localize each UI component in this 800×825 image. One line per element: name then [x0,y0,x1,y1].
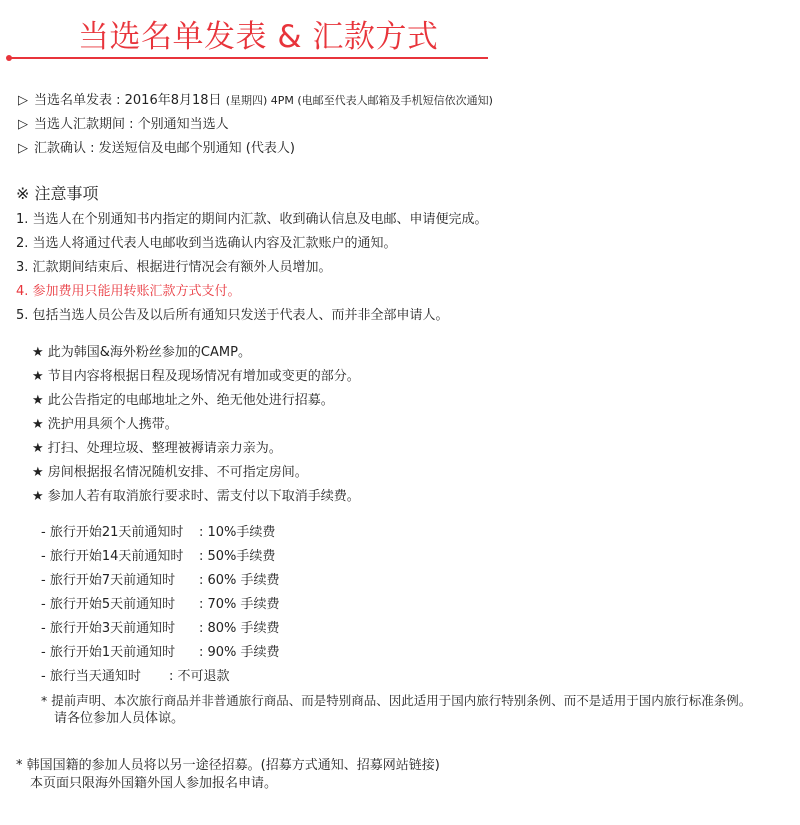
schedule-item-announce [18,92,493,110]
section-header [0,18,800,62]
triangle-bullet-icon: ▷ [18,93,28,108]
schedule-detail: (星期四) 4PM (电邮至代表人邮箱及手机短信依次通知) [225,94,493,107]
star-note: ★ 打扫、处理垃圾、整理被褥请亲力亲为。 [32,441,282,456]
fee-value: : 70% 手续费 [199,597,280,612]
schedule-item-payment-confirm [18,140,295,158]
fee-value: : 不可退款 [169,669,230,684]
fee-condition: - 旅行开始1天前通知时 [41,645,176,660]
schedule-label: 当选名单发表 : 2016年8月18日 [34,93,226,108]
star-note: ★ 房间根据报名情况随机安排、不可指定房间。 [32,465,308,480]
fee-row [41,644,280,662]
star-note: ★ 节目内容将根据日程及现场情况有增加或变更的部分。 [32,369,360,384]
note-item: 3. 汇款期间结束后、根据进行情况会有额外人员增加。 [16,260,332,275]
fee-condition: - 旅行开始14天前通知时 [41,549,184,564]
fee-value: : 50%手续费 [199,549,276,564]
fee-row [41,596,280,614]
fee-condition: - 旅行当天通知时 [41,669,141,684]
notes-heading: ※ 注意事项 [16,184,99,203]
fee-row [41,548,275,566]
header-underline [10,57,488,59]
disclaimer-text: * 提前声明、本次旅行商品并非普通旅行商品、而是特别商品、因此适用于国内旅行特别条例、而不是适用于国内旅行标准条例。 [41,693,752,708]
note-item: 5. 包括当选人员公告及以后所有通知只发送于代表人、而并非全部申请人。 [16,308,449,323]
disclaimer-text-continued: 请各位参加人员体谅。 [54,711,185,726]
star-note: ★ 此公告指定的电邮地址之外、绝无他处进行招募。 [32,393,334,408]
star-note: ★ 此为韩国&海外粉丝参加的CAMP。 [32,345,251,360]
fee-row [41,620,280,638]
fee-condition: - 旅行开始3天前通知时 [41,621,176,636]
note-item-highlight: 4. 参加费用只能用转账汇款方式支付。 [16,284,241,299]
triangle-bullet-icon: ▷ [18,117,28,132]
fee-value: : 80% 手续费 [199,621,280,636]
footer-note: * 韩国国籍的参加人员将以另一途径招募。(招募方式通知、招募网站链接) [16,758,440,773]
fee-row [41,524,275,542]
note-item: 1. 当选人在个别通知书内指定的期间内汇款、收到确认信息及电邮、申请便完成。 [16,212,488,227]
fee-value: : 10%手续费 [199,525,276,540]
star-note: ★ 洗护用具须个人携带。 [32,417,178,432]
footer-note-continued: 本页面只限海外国籍外国人参加报名申请。 [30,776,278,791]
star-note: ★ 参加人若有取消旅行要求时、需支付以下取消手续费。 [32,489,360,504]
fee-row [41,572,280,590]
fee-condition: - 旅行开始5天前通知时 [41,597,176,612]
schedule-label: 汇款确认 : 发送短信及电邮个别通知 (代表人) [34,141,295,156]
fee-value: : 90% 手续费 [199,645,280,660]
fee-value: : 60% 手续费 [199,573,280,588]
fee-row [41,668,230,686]
schedule-label: 当选人汇款期间 : 个别通知当选人 [34,117,229,132]
fee-condition: - 旅行开始7天前通知时 [41,573,176,588]
schedule-item-payment-period [18,116,229,134]
triangle-bullet-icon: ▷ [18,141,28,156]
note-item: 2. 当选人将通过代表人电邮收到当选确认内容及汇款账户的通知。 [16,236,397,251]
page-title: 当选名单发表 & 汇款方式 [78,19,439,55]
fee-condition: - 旅行开始21天前通知时 [41,525,184,540]
